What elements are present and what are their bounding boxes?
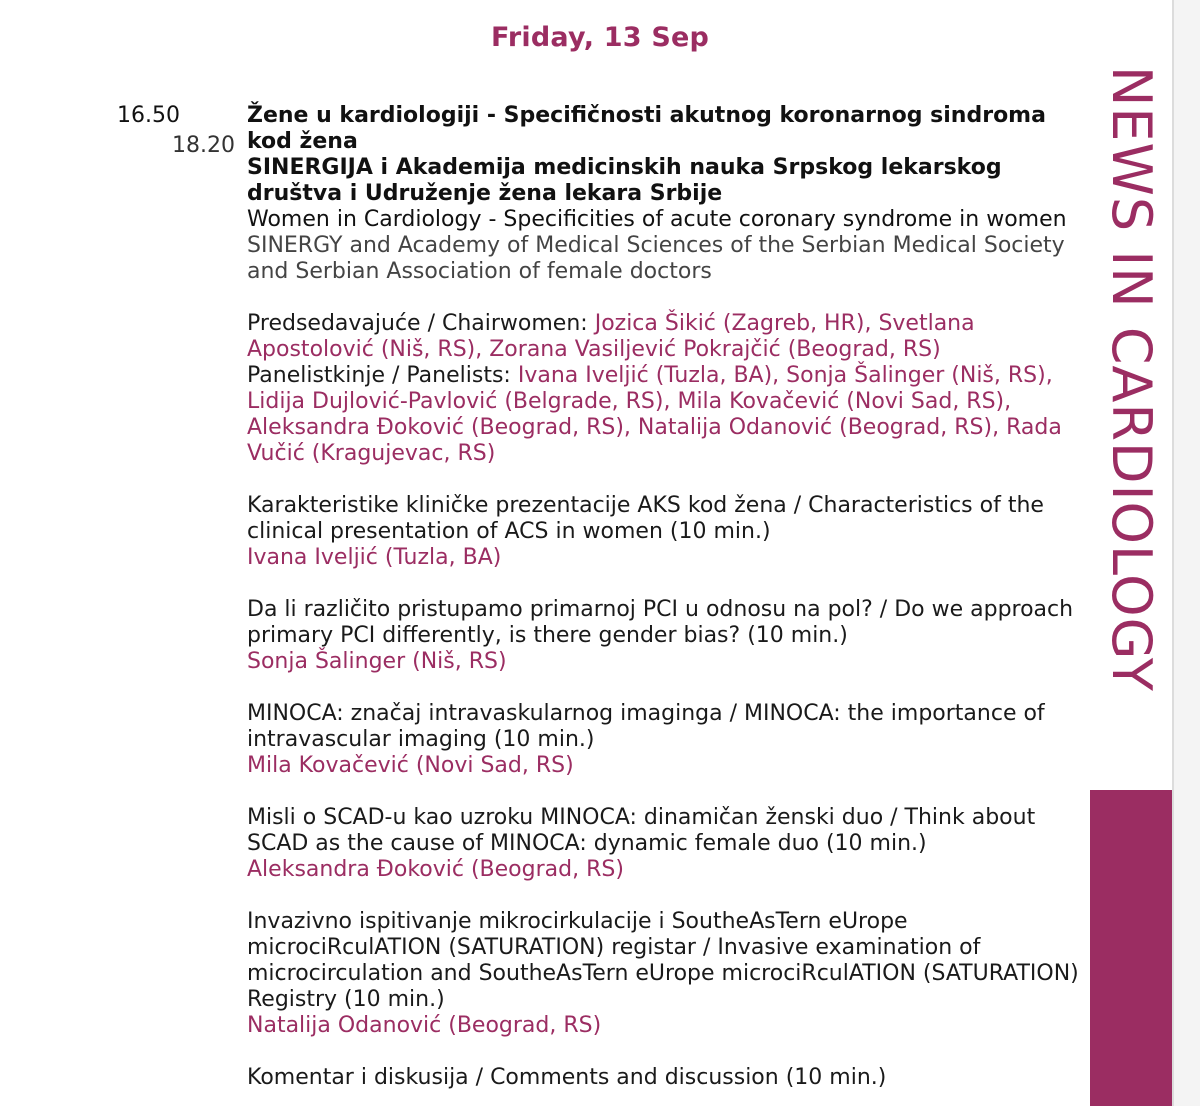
closing-line: Komentar i diskusija / Comments and discussion (10 min.) <box>247 1065 887 1090</box>
vertical-banner <box>1090 66 1172 766</box>
talk-speaker: Mila Kovačević (Novi Sad, RS) <box>247 753 574 778</box>
session-org-en: SINERGY and Academy of Medical Sciences of the Serbian Medical Society and Serbian Association of female doctors <box>247 233 1065 284</box>
session-org-sr: SINERGIJA i Akademija medicinskih nauka Srpskog lekarskog društva i Udruženje žena lekara Srbije <box>247 155 1002 206</box>
day-title: Friday, 13 Sep <box>490 22 710 53</box>
talk-speaker: Sonja Šalinger (Niš, RS) <box>247 649 507 674</box>
right-gutter <box>1174 0 1200 1106</box>
panelists-names: Ivana Iveljić (Tuzla, BA), Sonja Šalinger (Niš, RS), Lidija Dujlović-Pavlović (Belgrade, RS), Mila Kovačević (Novi Sad, RS), Aleksandra Đoković (Beograd, RS), Natalija Odanović (Beograd, RS), Rada Vučić (Kragujevac, RS) <box>247 363 1062 466</box>
talk-title: Invazivno ispitivanje mikrocirkulacije i SoutheAsTern eUrope microciRculATION (SATURATION) registar / Invasive examination of microcirculation and SoutheAsTern eUrope microciRculATION (SATURATION) Registry (10 min.) <box>247 909 1079 1012</box>
session-content <box>247 103 1087 1091</box>
panelists-line <box>247 363 1087 467</box>
talk-title: Karakteristike kliničke prezentacije AKS kod žena / Characteristics of the clinical presentation of ACS in women (10 min.) <box>247 493 1044 544</box>
chairs-names: Jozica Šikić (Zagreb, HR), Svetlana Apostolović (Niš, RS), Zorana Vasiljević Pokrajčić (Beograd, RS) <box>247 311 975 362</box>
chairs-line <box>247 311 1087 363</box>
session-end-time: 18.20 <box>172 133 235 158</box>
talk-speaker: Natalija Odanović (Beograd, RS) <box>247 1013 602 1038</box>
talk-title: MINOCA: značaj intravaskularnog imaginga / MINOCA: the importance of intravascular imaging (10 min.) <box>247 701 1045 752</box>
banner-text: NEWS IN CARDIOLOGY <box>1100 66 1163 692</box>
panelists-label: Panelistkinje / Panelists: <box>247 363 511 388</box>
talk-speaker: Ivana Iveljić (Tuzla, BA) <box>247 545 502 570</box>
session-title-sr: Žene u kardiologiji - Specifičnosti akutnog koronarnog sindroma kod žena <box>247 103 1046 154</box>
session-title-en: Women in Cardiology - Specificities of acute coronary syndrome in women <box>247 207 1067 232</box>
chairs-label: Predsedavajuće / Chairwomen: <box>247 311 588 336</box>
banner-color-block <box>1090 790 1172 1106</box>
talk-title: Misli o SCAD-u kao uzroku MINOCA: dinamičan ženski duo / Think about SCAD as the cause of MINOCA: dynamic female duo (10 min.) <box>247 805 1036 856</box>
session-start-time: 16.50 <box>117 103 180 128</box>
talk-title: Da li različito pristupamo primarnoj PCI u odnosu na pol? / Do we approach primary PCI differently, is there gender bias? (10 min.) <box>247 597 1074 648</box>
talk-speaker: Aleksandra Đoković (Beograd, RS) <box>247 857 624 882</box>
